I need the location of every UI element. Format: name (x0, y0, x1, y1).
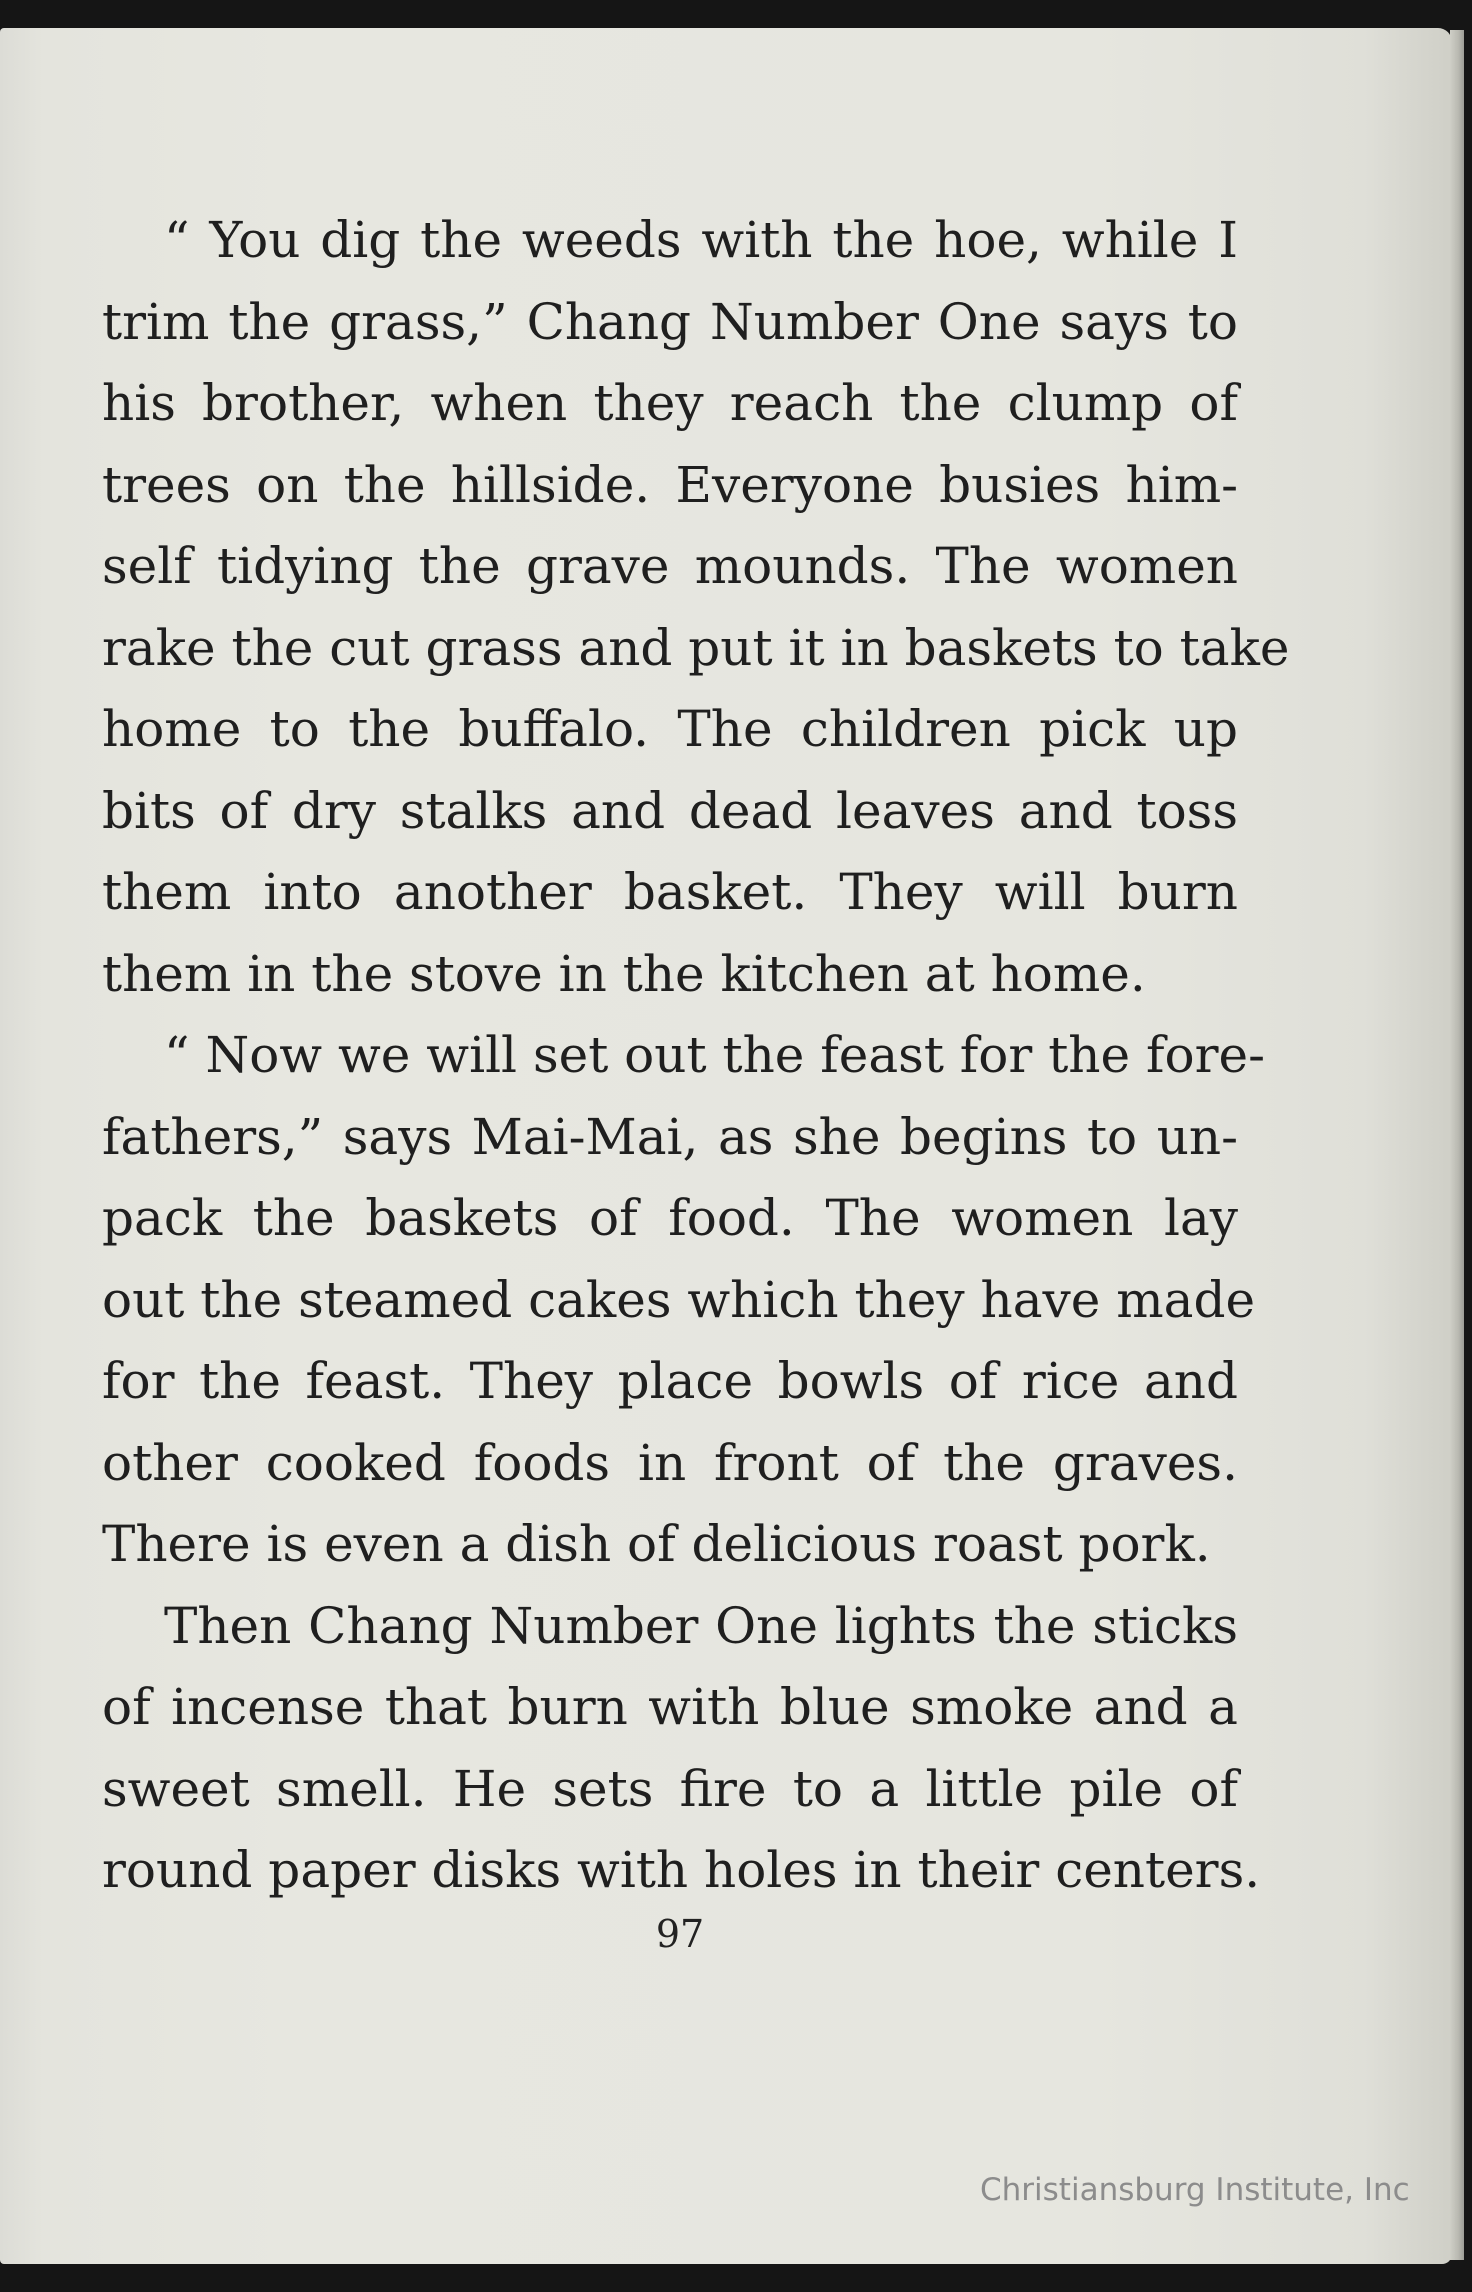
paragraph-2 (102, 1015, 1265, 1586)
text-line: rake the cut grass and put it in baskets to take (102, 618, 1290, 677)
page-number: 97 (655, 1912, 705, 1956)
text-line: “ You dig the weeds with the hoe, while I (164, 211, 1238, 269)
text-line: self tidying the grave mounds. The women (102, 537, 1238, 595)
text-line: trees on the hillside. Everyone busies him- (102, 455, 1238, 514)
body-text (102, 200, 1290, 1912)
text-line: of incense that burn with blue smoke and a (102, 1678, 1238, 1736)
text-line: bits of dry stalks and dead leaves and toss (102, 781, 1238, 840)
text-line: other cooked foods in front of the graves. (102, 1433, 1238, 1492)
text-line: There is even a dish of delicious roast pork. (102, 1515, 1211, 1573)
page-edge (1450, 30, 1464, 2260)
paragraph-3 (102, 1586, 1261, 1912)
text-line: his brother, when they reach the clump of (102, 374, 1238, 432)
paragraph-1 (102, 200, 1290, 1015)
text-line: for the feast. They place bowls of rice and (102, 1352, 1238, 1410)
watermark: Christiansburg Institute, Inc (980, 2172, 1410, 2208)
text-line: them into another basket. They will burn (102, 863, 1238, 921)
text-line: “ Now we will set out the feast for the fore- (164, 1026, 1265, 1084)
text-line: fathers,” says Mai-Mai, as she begins to un- (102, 1107, 1238, 1166)
text-line: out the steamed cakes which they have made (102, 1270, 1256, 1329)
text-line: sweet smell. He sets fire to a little pile of (102, 1759, 1238, 1818)
text-line: them in the stove in the kitchen at home. (102, 944, 1146, 1003)
text-line: Then Chang Number One lights the sticks (164, 1596, 1238, 1655)
text-line: pack the baskets of food. The women lay (102, 1189, 1238, 1247)
text-line: trim the grass,” Chang Number One says to (102, 292, 1238, 351)
text-line: home to the buffalo. The children pick up (102, 700, 1238, 758)
text-line: round paper disks with holes in their centers. (102, 1841, 1261, 1899)
